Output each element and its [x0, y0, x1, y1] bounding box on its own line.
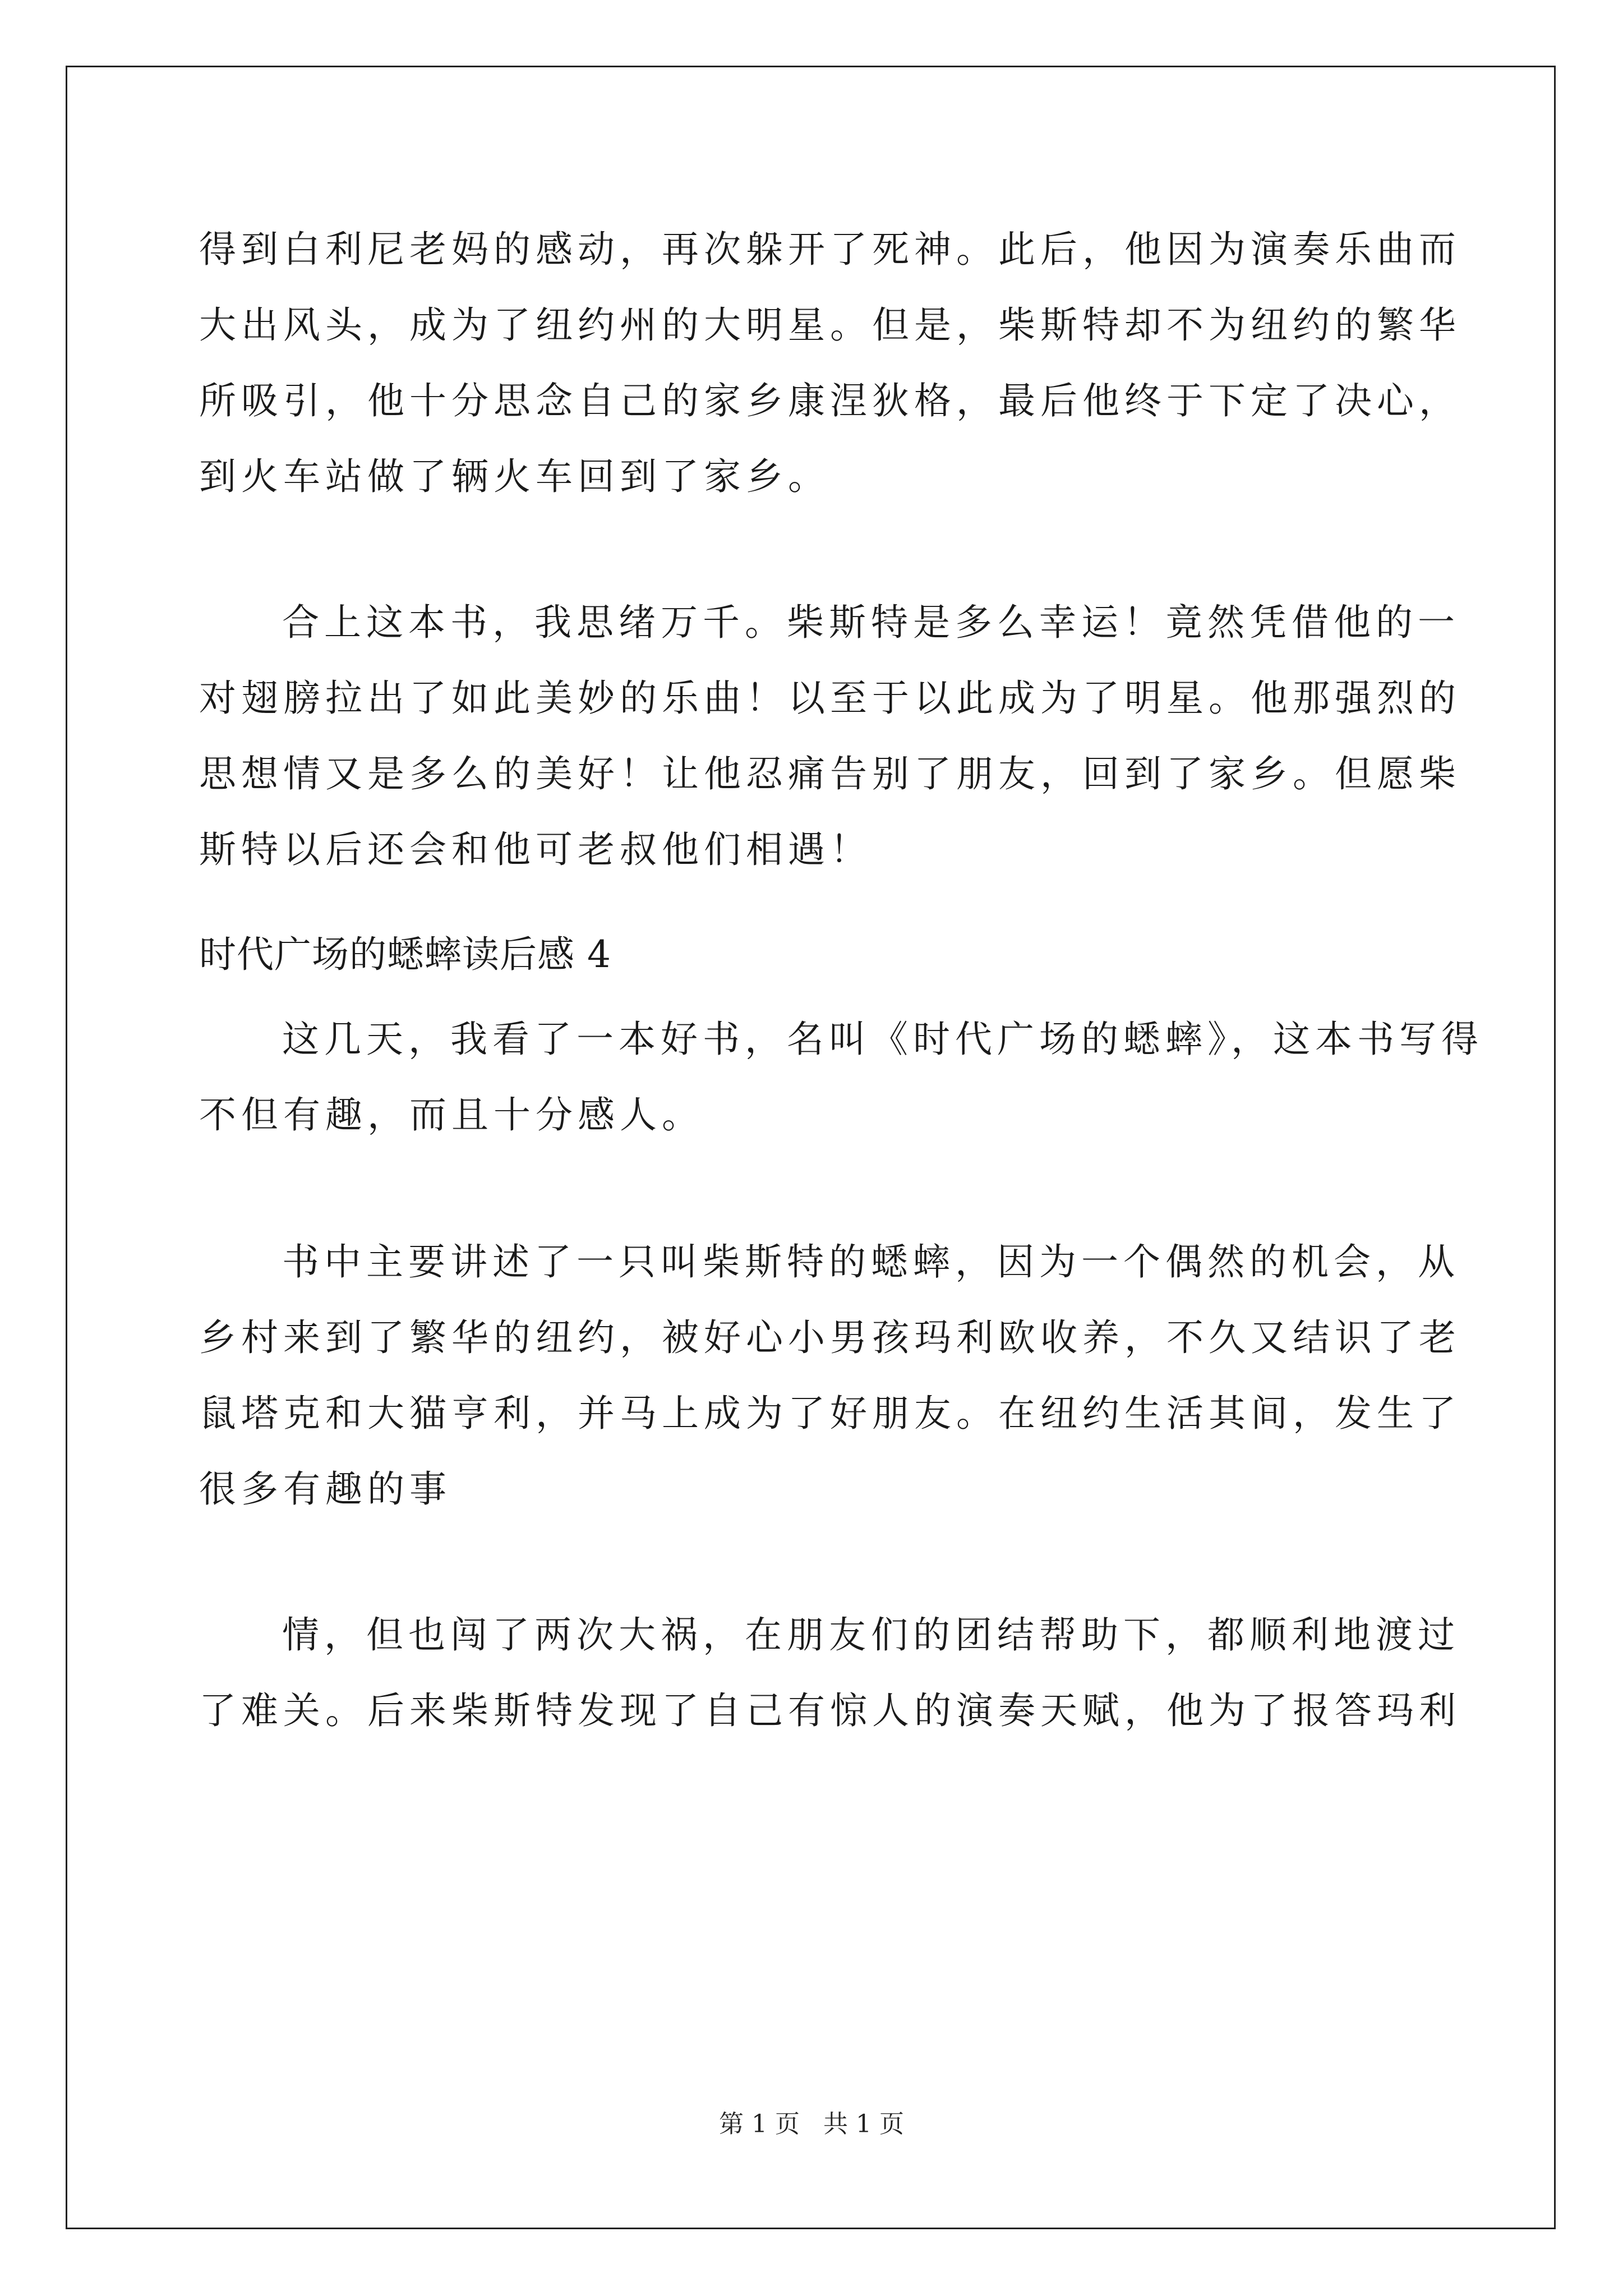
page-footer: 第 1 页 共 1 页	[719, 2110, 904, 2138]
paragraph-line: 情，但也闯了两次大祸，在朋友们的团结帮助下，都顺利地渡过	[282, 1613, 1460, 1657]
paragraph-line: 了难关。后来柴斯特发现了自己有惊人的演奏天赋，他为了报答玛利	[199, 1689, 1461, 1732]
paragraph-line: 得到白利尼老妈的感动，再次躲开了死神。此后，他因为演奏乐曲而	[199, 228, 1461, 271]
paragraph-line: 大出风头，成为了纽约州的大明星。但是，柴斯特却不为纽约的繁华	[199, 303, 1461, 347]
paragraph-line: 鼠塔克和大猫亨利，并马上成为了好朋友。在纽约生活其间，发生了	[199, 1392, 1461, 1435]
paragraph-line: 很多有趣的事	[199, 1467, 451, 1511]
paragraph-line: 这几天，我看了一本好书，名叫《时代广场的蟋蟀》，这本书写得	[282, 1018, 1483, 1061]
paragraph-line: 思想情又是多么的美好！让他忍痛告别了朋友，回到了家乡。但愿柴	[199, 752, 1461, 795]
paragraph-line: 对翅膀拉出了如此美妙的乐曲！以至于以此成为了明星。他那强烈的	[199, 677, 1461, 720]
paragraph-line: 合上这本书，我思绪万千。柴斯特是多么幸运！竟然凭借他的一	[282, 601, 1460, 644]
paragraph-line: 乡村来到了繁华的纽约，被好心小男孩玛利欧收养，不久又结识了老	[199, 1316, 1461, 1359]
paragraph-line: 书中主要讲述了一只叫柴斯特的蟋蟀，因为一个偶然的机会，从	[282, 1240, 1460, 1283]
section-heading: 时代广场的蟋蟀读后感 4	[199, 933, 611, 976]
paragraph-line: 斯特以后还会和他可老叔他们相遇！	[199, 828, 872, 871]
paragraph-line: 到火车站做了辆火车回到了家乡。	[199, 455, 830, 498]
paragraph-line: 所吸引，他十分思念自己的家乡康涅狄格，最后他终于下定了决心，	[199, 379, 1461, 422]
paragraph-line: 不但有趣，而且十分感人。	[199, 1093, 704, 1137]
